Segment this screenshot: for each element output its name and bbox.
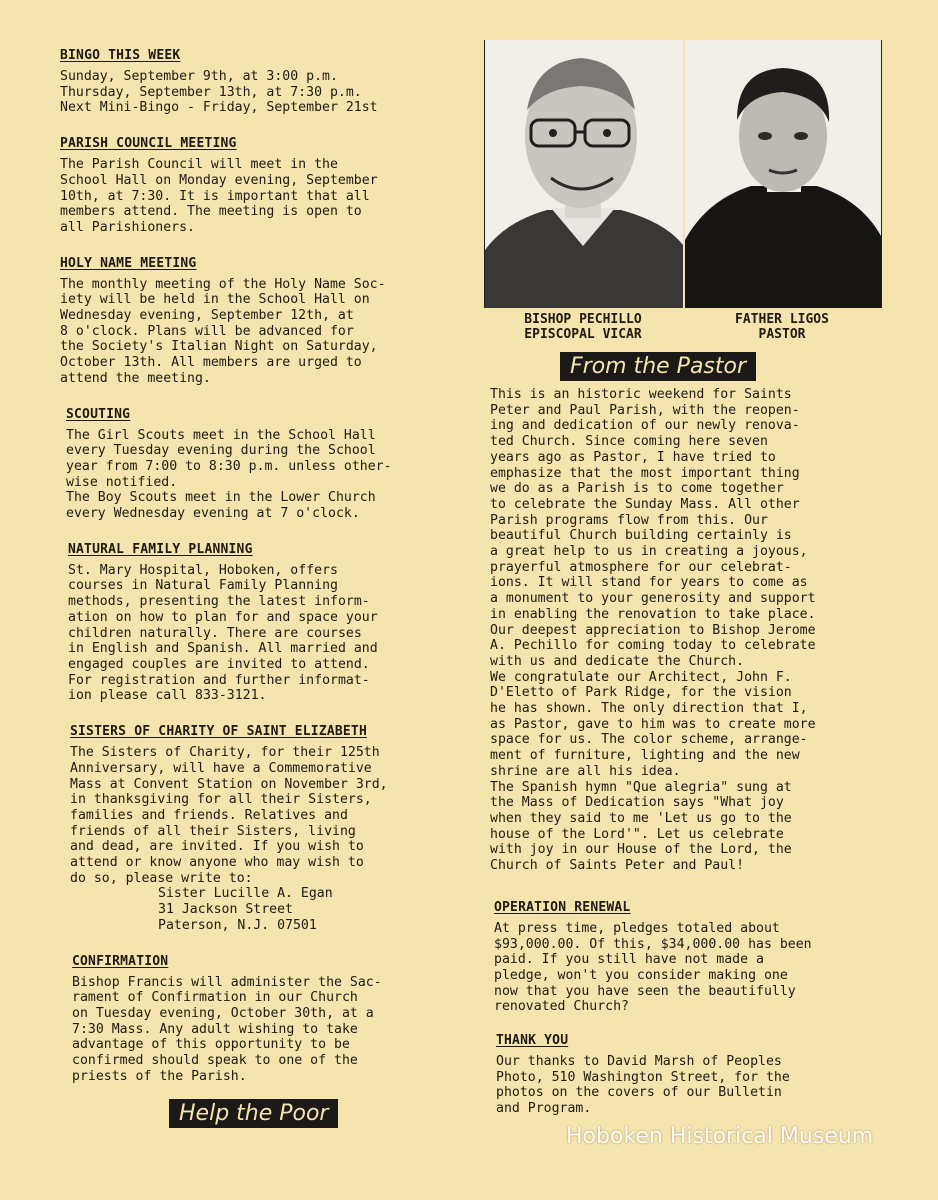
right-column bbox=[484, 40, 884, 1137]
sisters-text: The Sisters of Charity, for their 125th Anniversary, will have a Commemorative Mass at Convent Station on November 3rd, in thanksgiving for all their Sisters, families and friends. Relatives and friends of all their Sisters, living and dead, are invited. If you wish to attend or know anyone who may wish to do so, please write to: bbox=[70, 745, 388, 886]
council-heading: PARISH COUNCIL MEETING bbox=[60, 136, 237, 152]
pastor-caption: FATHER LIGOS PASTOR bbox=[735, 312, 829, 342]
renewal-heading: OPERATION RENEWAL bbox=[494, 899, 631, 915]
photo-captions bbox=[484, 312, 882, 342]
photo-row bbox=[484, 40, 882, 308]
bingo-section bbox=[60, 48, 450, 116]
thanks-section bbox=[496, 1033, 884, 1117]
sisters-heading: SISTERS OF CHARITY OF SAINT ELIZABETH bbox=[70, 724, 367, 740]
council-section bbox=[60, 136, 450, 236]
scouting-section bbox=[66, 407, 450, 522]
confirmation-section bbox=[72, 954, 450, 1085]
scouting-heading: SCOUTING bbox=[66, 406, 131, 422]
holy-name-text: The monthly meeting of the Holy Name Soc- iety will be held in the School Hall on Wednesday evening, September 12th, at 8 o'clock. Plans will be advanced for the Society's Italian Night on Saturday, October 13th. All members are urged to attend the meeting. bbox=[60, 276, 386, 386]
bingo-heading: BINGO THIS WEEK bbox=[60, 48, 181, 63]
holy-name-heading: HOLY NAME MEETING bbox=[60, 255, 197, 271]
sisters-section bbox=[70, 724, 450, 933]
confirmation-text: Bishop Francis will administer the Sac- rament of Confirmation in our Church on Tuesday evening, October 30th, at a 7:30 Mass. Any adult wishing to take advantage of this opportunity to be confirmed should speak to one of the priests of the Parish. bbox=[72, 974, 382, 1084]
holy-name-section bbox=[60, 256, 450, 387]
bishop-photo bbox=[484, 40, 683, 308]
thanks-text: Our thanks to David Marsh of Peoples Photo, 510 Washington Street, for the photos on the covers of our Bulletin and Program. bbox=[496, 1054, 790, 1117]
confirmation-heading: CONFIRMATION bbox=[72, 953, 169, 969]
pastor-letter: This is an historic weekend for Saints Peter and Paul Parish, with the reopen- ing and dedication of our newly renova- ted Church. Since coming here seven years ago as Pastor, I have tried to emphasize that the most important thing we do as a Parish is to come together to celebrate the Sunday Mass. All other Parish programs flow from this. Our beautiful Church building certainly is a great help to us in creating a joyous, prayerful atmosphere for our celebrat- ions. It will stand for years to come as a monument to your generosity and support in enabling the renovation to take place. Our deepest appreciation to Bishop Jerome A. Pechillo for coming today to celebrate with us and dedicate the Church. We congratulate our Architect, John F. D'Eletto of Park Ridge, for the vision he has shown. The only direction that I, as Pastor, gave to him was to create more space for us. The color scheme, arrange- ment of furniture, lighting and the new shrine are all his idea. The Spanish hymn "Que alegria" sung at the Mass of Dedication says "What joy when they said to me 'Let us go to the house of the Lord'". Let us celebrate with joy in our House of the Lord, the Church of Saints Peter and Paul! bbox=[490, 387, 816, 874]
scouting-text: The Girl Scouts meet in the School Hall every Tuesday evening during the School year from 7:00 to 8:30 p.m. unless other- wise notified. The Boy Scouts meet in the Lower Church every Wednesday evening at 7 o'clock. bbox=[66, 427, 392, 522]
help-the-poor-banner: Help the Poor bbox=[169, 1099, 338, 1128]
pastor-photo bbox=[685, 40, 882, 308]
sisters-address: Sister Lucille A. Egan 31 Jackson Street Paterson, N.J. 07501 bbox=[158, 886, 333, 933]
renewal-section bbox=[494, 900, 884, 1015]
bingo-text: Sunday, September 9th, at 3:00 p.m. Thursday, September 13th, at 7:30 p.m. Next Mini-Bingo - Friday, September 21st bbox=[60, 69, 378, 116]
thanks-heading: THANK YOU bbox=[496, 1033, 569, 1049]
bishop-portrait-icon bbox=[485, 40, 683, 308]
nfp-text: St. Mary Hospital, Hoboken, offers courses in Natural Family Planning methods, presenting the latest inform- ation on how to plan for and space your children naturally. There are courses in English and Spanish. All married and engaged couples are invited to attend. For registration and further informat- ion please call 833-3121. bbox=[68, 562, 378, 704]
from-the-pastor-banner: From the Pastor bbox=[560, 352, 756, 381]
pastor-portrait-icon bbox=[685, 40, 881, 308]
nfp-heading: NATURAL FAMILY PLANNING bbox=[68, 541, 253, 557]
renewal-text: At press time, pledges totaled about $93,000.00. Of this, $34,000.00 has been paid. If you still have not made a pledge, won't you consider making one now that you have seen the beautifully renovated Church? bbox=[494, 920, 812, 1015]
nfp-section bbox=[68, 542, 450, 704]
bishop-caption: BISHOP PECHILLO EPISCOPAL VICAR bbox=[524, 312, 642, 342]
museum-watermark: Hoboken Historical Museum bbox=[566, 1124, 874, 1149]
left-column bbox=[60, 48, 450, 1104]
council-text: The Parish Council will meet in the School Hall on Monday evening, September 10th, at 7:30. It is important that all members attend. The meeting is open to all Parishioners. bbox=[60, 157, 378, 235]
